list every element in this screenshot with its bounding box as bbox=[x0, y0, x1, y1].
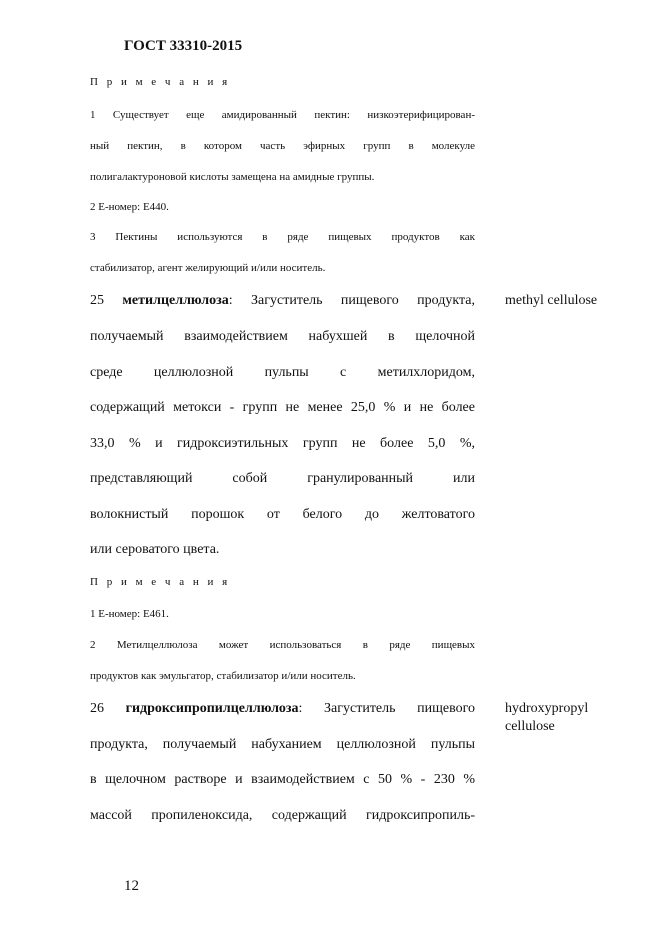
term-definition-line: массой пропиленоксида, содержащий гидроксипропиль- bbox=[90, 808, 475, 823]
term-26-first-line bbox=[90, 700, 475, 718]
note-line: стабилизатор, агент желирующий и/или носитель. bbox=[90, 262, 326, 274]
term-definition-start: : Загуститель пищевого bbox=[298, 701, 475, 716]
note-line: 2 Е-номер: Е440. bbox=[90, 201, 169, 213]
term-number: 26 bbox=[90, 701, 104, 716]
term-definition-line: представляющий собой гранулированный или bbox=[90, 471, 475, 486]
term-definition-line: получаемый взаимодействием набухшей в щелочной bbox=[90, 329, 475, 344]
note-line: полигалактуроновой кислоты замещена на амидные группы. bbox=[90, 171, 375, 183]
term-26-english-equivalent-cont: cellulose bbox=[505, 719, 555, 734]
term-25-first-line bbox=[90, 292, 475, 310]
note-line: 1 Е-номер: Е461. bbox=[90, 608, 169, 620]
note-line: 3 Пектины используются в ряде пищевых продуктов как bbox=[90, 231, 475, 243]
term-definition-line: волокнистый порошок от белого до желтоватого bbox=[90, 507, 475, 522]
term-definition-line: или сероватого цвета. bbox=[90, 542, 220, 557]
term-name: метилцеллюлоза bbox=[122, 293, 229, 308]
term-definition-start: : Загуститель пищевого продукта, bbox=[228, 293, 476, 308]
term-definition-line: в щелочном растворе и взаимодействием с 50 % - 230 % bbox=[90, 772, 475, 787]
term-definition-line: продукта, получаемый набуханием целлюлозной пульпы bbox=[90, 737, 475, 752]
term-definition-line: содержащий метокси - групп не менее 25,0 % и не более bbox=[90, 400, 475, 415]
notes-label: П р и м е ч а н и я bbox=[90, 76, 231, 88]
term-definition-line: 33,0 % и гидроксиэтильных групп не более 5,0 %, bbox=[90, 436, 475, 451]
notes-label: П р и м е ч а н и я bbox=[90, 576, 231, 588]
page-number: 12 bbox=[124, 878, 139, 894]
document-standard-header: ГОСТ 33310-2015 bbox=[124, 38, 243, 54]
term-name: гидроксипропилцеллюлоза bbox=[125, 701, 299, 716]
note-line: ный пектин, в котором часть эфирных групп в молекуле bbox=[90, 140, 475, 152]
note-line: 2 Метилцеллюлоза может использоваться в ряде пищевых bbox=[90, 639, 475, 651]
term-25-english-equivalent: methyl cellulose bbox=[505, 293, 598, 308]
note-line: продуктов как эмульгатор, стабилизатор и/или носитель. bbox=[90, 670, 356, 682]
term-number: 25 bbox=[90, 293, 104, 308]
term-definition-line: среде целлюлозной пульпы с метилхлоридом, bbox=[90, 365, 475, 380]
note-line: 1 Существует еще амидированный пектин: низкоэтерифицирован- bbox=[90, 109, 475, 121]
term-26-english-equivalent: hydroxypropyl bbox=[505, 701, 589, 716]
